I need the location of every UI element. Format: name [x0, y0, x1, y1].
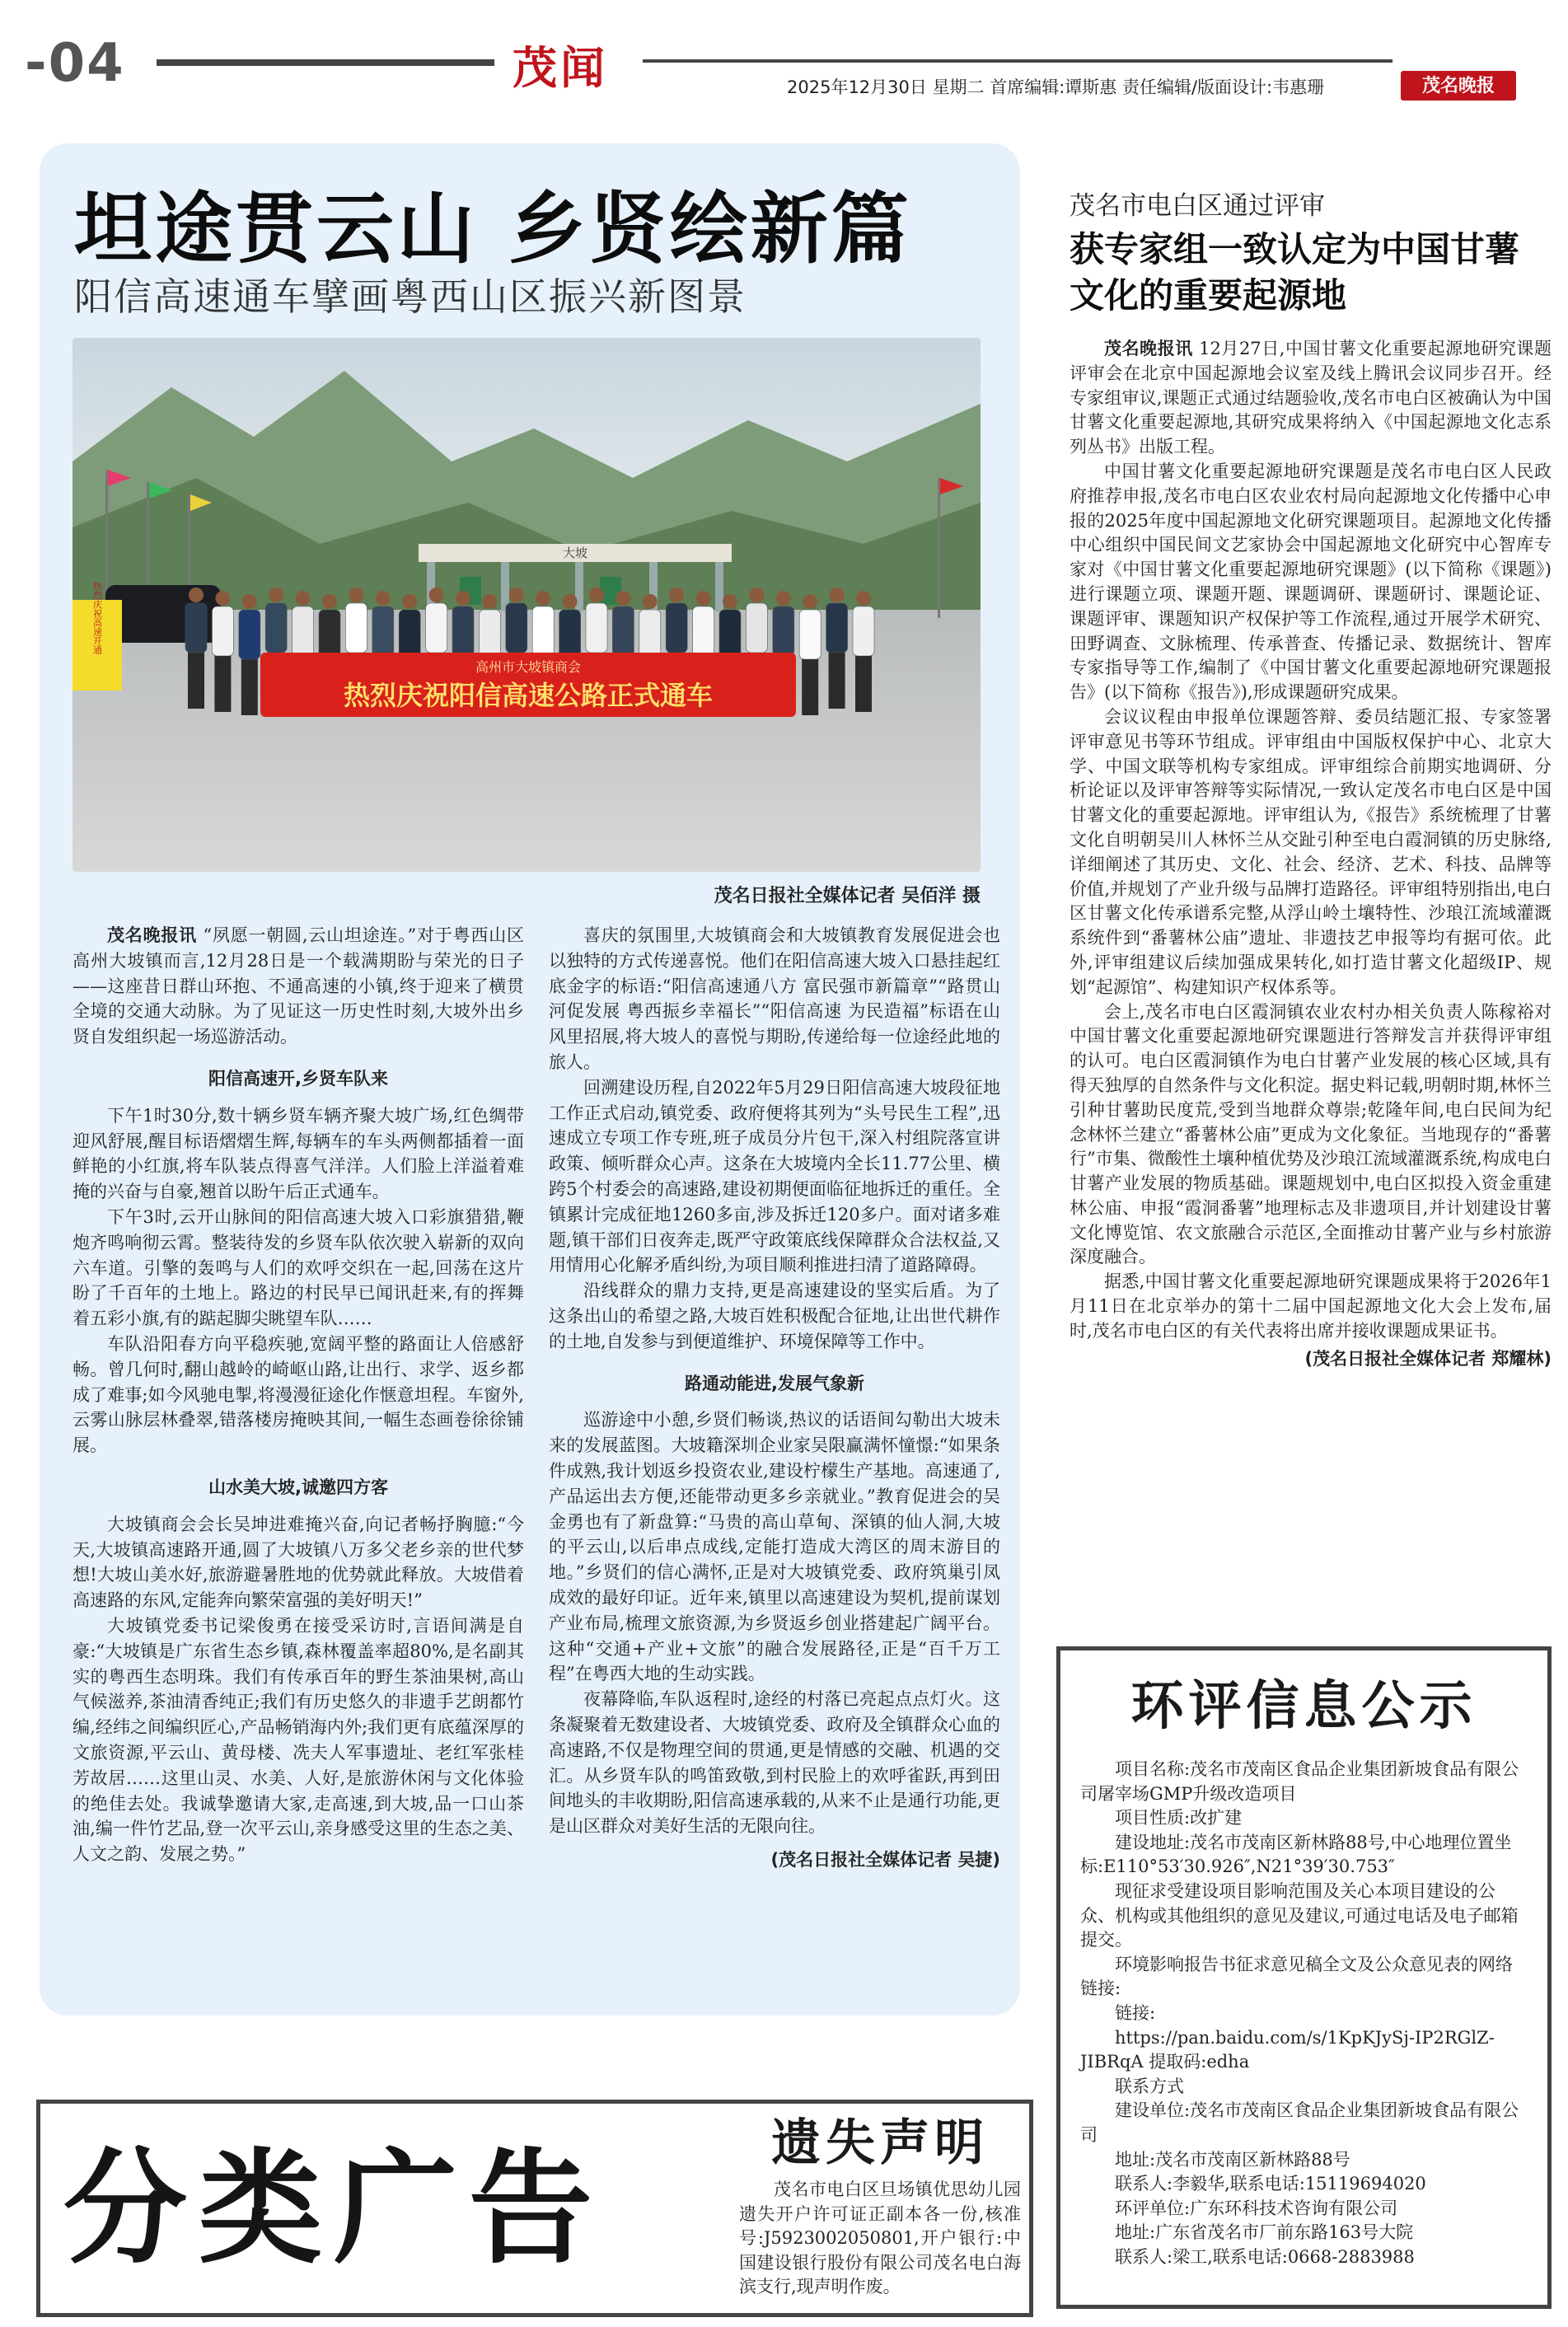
eia-project-name: 项目名称:茂名市茂南区食品企业集团新坡食品有限公司屠宰场GMP升级改造项目	[1080, 1759, 1519, 1804]
paragraph: 下午1时30分,数十辆乡贤车辆齐聚大坡广场,红色绸带迎风舒展,醒目标语熠熠生辉,每辆车的车头两侧都插着一面鲜艳的小红旗,将车队装点得喜气洋洋。人们脸上洋溢着难掩的兴奋与自豪,翘首以盼午后正式通车。	[73, 1105, 524, 1202]
lost-notice-title: 遗失声明	[771, 2114, 989, 2172]
banner-main-text: 热烈庆祝阳信高速公路正式通车	[343, 680, 714, 711]
lead-text: “夙愿一朝圆,云山坦途连。”对于粤西山区高州大坡镇而言,12月28日是一个载满期盼与荣光的日子——这座昔日群山环抱、不通高速的小镇,终于迎来了横贯全境的交通大动脉。为了见证这一历史性时刻,大坡外出乡贤自发组织起一场巡游活动。	[73, 925, 524, 1047]
right-story	[1070, 185, 1552, 1371]
eia-notice	[1056, 1646, 1552, 2309]
section-label: 茂闻	[513, 41, 608, 94]
story-column-2	[549, 923, 1000, 1873]
lost-notice	[731, 2110, 1029, 2311]
paragraph: 据悉,中国甘薯文化重要起源地研究课题成果将于2026年1月11日在北京举办的第十二届中国起源地文化大会上发布,届时,茂名市电白区的有关代表将出席并接收课题成果证书。	[1070, 1271, 1552, 1341]
paragraph: 下午3时,云开山脉间的阳信高速大坡入口彩旗猎猎,鞭炮齐鸣响彻云霄。整装待发的乡贤车队依次驶入崭新的双向六车道。引擎的轰鸣与人们的欢呼交织在一起,回荡在这片盼了千百年的土地上。路边的村民早已闻讯赶来,有的挥舞着五彩小旗,有的踮起脚尖眺望车队……	[73, 1206, 524, 1329]
subheading-1: 阳信高速开,乡贤车队来	[208, 1068, 388, 1089]
person	[853, 591, 874, 712]
subheading-2: 山水美大坡,诚邀四方客	[208, 1477, 388, 1497]
eia-agency: 环评单位:广东环科技术咨询有限公司	[1115, 2198, 1398, 2218]
right-story-title: 获专家组一致认定为中国甘薯文化的重要起源地	[1070, 229, 1520, 316]
classified-ads	[36, 2100, 1033, 2317]
main-subheadline: 阳信高速通车擘画粤西山区振兴新图景	[74, 274, 747, 319]
celebration-banner	[260, 653, 796, 717]
person	[239, 594, 260, 715]
header-rule-right	[643, 59, 1392, 63]
eia-agency-contact: 联系人:梁工,联系电话:0668-2883988	[1115, 2246, 1415, 2267]
lead-paragraph	[73, 923, 524, 1050]
main-headline: 坦途贯云山 乡贤绘新篇	[74, 185, 912, 274]
dateline: 2025年12月30日 星期二 首席编辑:谭斯惠 责任编辑/版面设计:韦惠珊	[787, 77, 1325, 97]
news-photo	[73, 338, 981, 872]
lead-text: 12月27日,中国甘薯文化重要起源地研究课题评审会在北京中国起源地会议室及线上腾讯会议同步召开。经专家组审议,课题正式通过结题验收,茂名市电白区被确认为中国甘薯文化重要起源地,其研究成果将纳入《中国起源地文化志系列丛书》出版工程。	[1070, 339, 1552, 457]
eia-builder-address: 地址:茂名市茂南区新林路88号	[1115, 2149, 1350, 2170]
paragraph: 大坡镇党委书记梁俊勇在接受采访时,言语间满是自豪:“大坡镇是广东省生态乡镇,森林覆盖率超80%,是名副其实的粤西生态明珠。我们有传承百年的野生茶油果树,高山气候滋养,茶油清香纯正;我们有历史悠久的非遗手艺朗都竹编,经纬之间编织匠心,产品畅销海内外;我们更有底蕴深厚的文旅资源,平云山、黄母楼、冼夫人军事遗址、老红军张桂芳故居……这里山灵、水美、人好,是旅游休闲与文化体验的绝佳去处。我诚挚邀请大家,走高速,到大坡,品一口山茶油,编一件竹艺品,登一次平云山,亲身感受这里的生态之美、人文之韵、发展之势。”	[73, 1615, 524, 1865]
eia-body	[1080, 1758, 1528, 2269]
paragraph: 中国甘薯文化重要起源地研究课题是茂名市电白区人民政府推荐申报,茂名市电白区农业农村局向起源地文化传播中心申报的2025年度中国起源地文化研究课题项目。起源地文化传播中心组织中国民间文艺家协会中国起源地文化研究中心智库专家对《中国甘薯文化重要起源地研究课题》(以下简称《课题》)进行课题立项、课题开题、课题调研、课题研讨、课题论证、课题评审、课题知识产权保护等工作流程,通过开展学术研究、田野调查、文脉梳理、传承普查、传播记录、数据统计、智库专家指导等工作,编制了《中国甘薯文化重要起源地研究课题报告》(以下简称《报告》),形成课题研究成果。	[1070, 461, 1552, 703]
person	[212, 591, 233, 712]
header-rule-left	[157, 59, 494, 66]
main-story	[40, 143, 1020, 2016]
paragraph: 夜幕降临,车队返程时,途经的村落已亮起点点灯火。这条凝聚着无数建设者、大坡镇党委、政府及全镇群众心血的高速路,不仅是物理空间的贯通,更是情感的交融、机遇的交汇。从乡贤车队的鸣笛致敬,到村民脸上的欢呼雀跃,再到田间地头的丰收期盼,阳信高速承载的,从来不止是通行功能,更是山区群众对美好生活的无限向往。	[549, 1689, 1000, 1837]
lead-paragraph	[1070, 337, 1552, 460]
photo-illustration	[73, 338, 981, 872]
eia-link-url[interactable]: https://pan.baidu.com/s/1KpKJySj-IP2RGlZ-JIBRqA 提取码:edha	[1080, 2027, 1495, 2072]
lead-label: 茂名晚报讯	[1104, 339, 1193, 358]
eia-location: 建设地址:茂名市茂南区新林路88号,中心地理位置坐标:E110°53′30.926″,N21°39′30.753″	[1080, 1832, 1512, 1877]
paper-logo: 茂名晚报	[1401, 71, 1516, 101]
paragraph: 会上,茂名市电白区霞洞镇农业农村办相关负责人陈稼裕对中国甘薯文化重要起源地研究课题进行答辩发言并获得评审组的认可。电白区霞洞镇作为电白甘薯产业发展的核心区域,具有得天独厚的自然条件与文化积淀。据史料记载,明朝时期,林怀兰引种甘薯助民度荒,受到当地群众尊崇;乾隆年间,电白民间为纪念林怀兰建立“番薯林公庙”更成为文化象征。当地现存的“番薯行”市集、微酸性土壤种植优势及沙琅江流域灌溉系统,构成电白甘薯产业发展的物质基础。课题规划中,电白区拟投入资金重建林公庙、申报“霞洞番薯”地理标志及非遗项目,并计划建设甘薯文化博览馆、农文旅融合示范区,全面推动甘薯产业与乡村旅游深度融合。	[1070, 1001, 1552, 1267]
eia-contact-heading: 联系方式	[1115, 2076, 1184, 2096]
paragraph: 喜庆的氛围里,大坡镇商会和大坡镇教育发展促进会也以独特的方式传递喜悦。他们在阳信高速大坡入口悬挂起红底金字的标语:“阳信高速通八方 富民强市新篇章”“路贯山河促发展 粤西振乡幸福长”“阳信高速 为民造福”标语在山风里招展,将大坡人的喜悦与期盼,传递给每一位途经此地的旅人。	[549, 925, 1000, 1072]
page-header	[0, 0, 1568, 124]
paragraph: 沿线群众的鼎力支持,更是高速建设的坚实后盾。为了这条出山的希望之路,大坡百姓积极配合征地,让出世代耕作的土地,自发参与到便道维护、环境保障等工作中。	[549, 1281, 1000, 1351]
subheading-3: 路通动能进,发展气象新	[685, 1373, 864, 1393]
eia-agency-address: 地址:广东省茂名市厂前东路163号大院	[1115, 2222, 1414, 2243]
lost-notice-body: 茂名市电白区旦场镇优思幼儿园遗失开户许可证正副本各一份,核准号:J5923002050801,开户银行:中国建设银行股份有限公司茂名电白海滨支行,现声明作废。	[739, 2180, 1021, 2297]
right-story-kicker: 茂名市电白区通过评审	[1070, 191, 1325, 221]
banner-top-text: 高州市大坡镇商会	[475, 659, 582, 675]
eia-builder-contact: 联系人:李毅华,联系电话:15119694020	[1115, 2174, 1426, 2194]
eia-consult: 现征求受建设项目影响范围及关心本项目建设的公众、机构或其他组织的意见及建议,可通过电话及电子邮箱提交。	[1080, 1880, 1519, 1950]
paragraph: 车队沿阳春方向平稳疾驰,宽阔平整的路面让人倍感舒畅。曾几何时,翻山越岭的崎岖山路,让出行、求学、返乡都成了难事;如今风驰电掣,将漫漫征途化作惬意坦程。车窗外,云雾山脉层林叠翠,错落楼房掩映其间,一幅生态画卷徐徐铺展。	[73, 1333, 524, 1456]
eia-title: 环评信息公示	[1130, 1675, 1477, 1737]
story-byline: (茂名日报社全媒体记者 吴捷)	[770, 1849, 1000, 1870]
person	[826, 588, 848, 709]
page-number: -04	[25, 33, 125, 94]
eia-project-nature: 项目性质:改扩建	[1115, 1808, 1243, 1828]
classified-title: 分类广告	[63, 2123, 731, 2295]
lead-label: 茂名晚报讯	[107, 925, 197, 945]
eia-builder: 建设单位:茂名市茂南区食品企业集团新坡食品有限公司	[1080, 2100, 1519, 2145]
eia-link-label: 链接:	[1115, 2002, 1156, 2023]
eia-link-intro: 环境影响报告书征求意见稿全文及公众意见表的网络链接:	[1080, 1954, 1513, 1999]
person	[185, 588, 207, 709]
right-story-body	[1070, 337, 1552, 1371]
paragraph: 回溯建设历程,自2022年5月29日阳信高速大坡段征地工作正式启动,镇党委、政府便将其列为“头号民生工程”,迅速成立专项工作专班,班子成员分片包干,深入村组院落宣讲政策、倾听群众心声。这条在大坡境内全长11.77公里、横跨5个村委会的高速路,建设初期便面临征地拆迁的重任。全镇累计完成征地1260多亩,涉及拆迁120多户。面对诸多难题,镇干部们日夜奔走,既严守政策底线保障群众合法权益,又用情用心化解矛盾纠纷,为项目顺利推进扫清了道路障碍。	[549, 1077, 1000, 1276]
person	[799, 594, 821, 715]
toll-sign: 大坡	[562, 545, 588, 560]
paragraph: 会议议程由申报单位课题答辩、委员结题汇报、专家签署评审意见书等环节组成。评审组由中国版权保护中心、北京大学、中国文联等机构专家组成。评审组综合前期实地调研、分析论证以及评审答辩等实际情况,一致认定茂名市电白区是中国甘薯文化的重要起源地。评审组认为,《报告》系统梳理了甘薯文化自明朝吴川人林怀兰从交趾引种至电白霞洞镇的历史脉络,详细阐述了其历史、文化、社会、经济、艺术、科技、品牌等价值,并规划了产业升级与品牌打造路径。评审组特别指出,电白区甘薯文化传承谱系完整,从浮山岭土壤特性、沙琅江流域灌溉系统件到“番薯林公庙”遗址、非遗技艺申报等均有据可依。此外,评审组建议后续加强成果转化,如打造甘薯文化超级IP、规划“起源馆”、构建知识产权体系等。	[1070, 706, 1552, 997]
svg-text:热烈庆祝高速开通: 热烈庆祝高速开通	[91, 582, 103, 654]
paragraph: 巡游途中小憩,乡贤们畅谈,热议的话语间勾勒出大坡未来的发展蓝图。大坡籍深圳企业家吴限赢满怀憧憬:“如果条件成熟,我计划返乡投资农业,建设柠檬生产基地。高速通了,产品运出去方便,还能带动更多乡亲就业。”教育促进会的吴金勇也有了新盘算:“马贵的高山草甸、深镇的仙人洞,大坡的平云山,以后串点成线,定能打造成大湾区的周末游目的地。”乡贤们的信心满怀,正是对大坡镇党委、政府筑巢引凤成效的最好印证。近年来,镇里以高速建设为契机,提前谋划产业布局,梳理文旅资源,为乡贤返乡创业搭建起广阔平台。这种“交通+产业+文旅”的融合发展路径,正是“百千万工程”在粤西大地的生动实践。	[549, 1410, 1000, 1684]
photo-credit: 茂名日报社全媒体记者 吴佰洋 摄	[714, 886, 981, 906]
story-column-1	[73, 923, 524, 1867]
paragraph: 大坡镇商会会长吴坤进难掩兴奋,向记者畅抒胸臆:“今天,大坡镇高速路开通,圆了大坡镇八万多父老乡亲的世代梦想!大坡山美水好,旅游避暑胜地的优势就此释放。大坡借着高速路的东风,定能奔向繁荣富强的美好明天!”	[73, 1514, 524, 1611]
right-story-byline: (茂名日报社全媒体记者 郑耀林)	[1304, 1348, 1552, 1369]
